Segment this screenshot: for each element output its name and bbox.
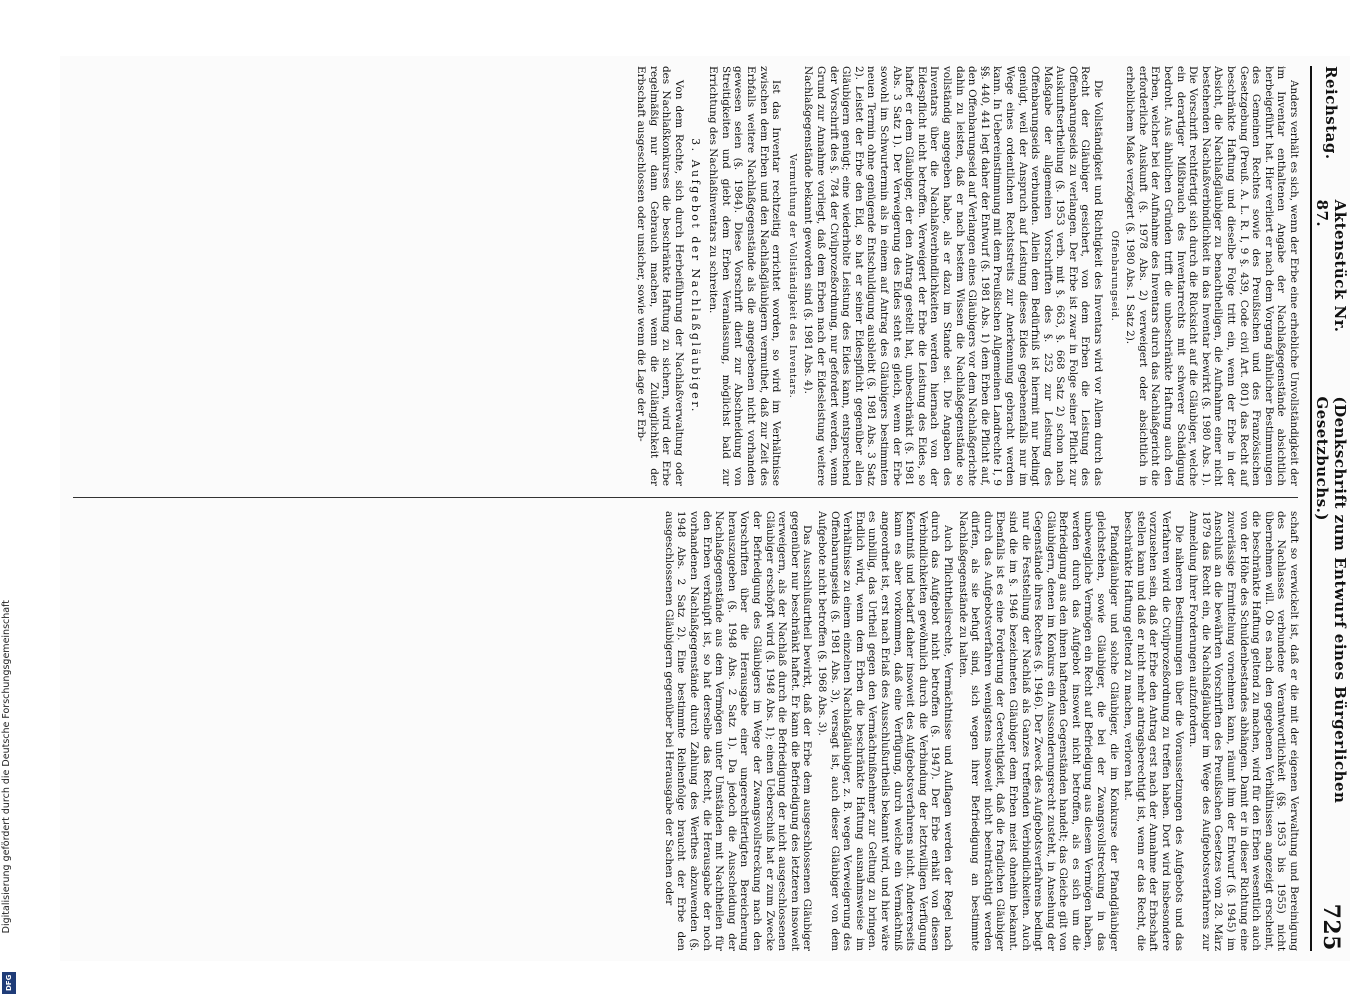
left-column <box>633 66 1300 486</box>
paragraph: Ist das Inventar rechtzeitig errichtet worden, so wird im Verhältnisse zwischen dem Erben und den Nachlaßgläubigern vermuthet, daß zur Zeit des Erbfalls weitere Nachlaßgegenstände als die angegebenen nicht vorhanden gewesen seien (§. 1984). Diese Vorschrift dient zur Abschneidung von Streitigkeiten und giebt dem Erben Veranlassung, möglichst bald zur Errichtung des Nachlaßinventars zu schreiten. <box>707 66 783 486</box>
digitization-credit <box>0 0 18 1000</box>
credit-text: Digitalisierung gefördert durch die Deutsche Forschungsgemeinschaft <box>1 600 12 934</box>
section-heading: 3. Aufgebot der Nachlaßgläubiger. <box>688 138 702 414</box>
right-column <box>660 511 1300 951</box>
paragraph: Auch Pflichttheilsrechte, Vermächtnisse und Auflagen werden der Regel nach durch das Aufgebot nicht betroffen (§. 1947). Der Erbe erhält von diesen Verbindlichkeiten gewöhnlich durch die Verbindung der letztwilligen Verfügung Kenntniß und bedarf daher insoweit des Aufgebotsverfahrens nicht. Andererseits kann es aber vorkommen, daß eine Verfügung, durch welche ein Vermächtniß angeordnet ist, erst nach Erlaß des Ausschlußurtheils bekannt wird, und hier wäre es unbillig, das Urtheil gegen den Vermächtnißnehmer zur Geltung zu bringen. Endlich wird, wenn dem Erben die beschränkte Haftung ausnahmsweise im Verhältnisse zu einem einzelnen Nachlaßgläubiger, z. B. wegen Verweigerung des Offenbarungseids (§. 1981 Abs. 3), versagt ist, auch dieser Gläubiger von dem Aufgebote nicht betroffen (§. 1968 Abs. 3). <box>816 511 954 951</box>
paragraph: Die näheren Bestimmungen über die Voraussetzungen des Aufgebots und das Verfahren wird die Civilprozeßordnung zu treffen haben. Dort wird insbesondere vorzusehen sein, daß der Erbe den Antrag erst nach der Annahme der Erbschaft stellen kann und daß er nicht mehr antragsberechtigt ist, wenn er das Recht, die beschränkte Haftung geltend zu machen, verloren hat. <box>1122 511 1185 951</box>
subheading: Vermuthung der Vollständigkeit des Inventars. <box>786 153 798 399</box>
column-divider <box>73 497 1298 498</box>
page-number: 725 <box>1318 903 1344 951</box>
scanned-page <box>60 56 1350 961</box>
header-center: Aktenstück Nr. 87. <box>1313 199 1349 333</box>
subheading: Offenbarungseid. <box>1108 230 1120 322</box>
page-content <box>60 56 1350 961</box>
header-right: (Denkschrift zum Entwurf eines Bürgerlichen Gesetzbuchs.) <box>1313 396 1349 804</box>
dfg-logo: DFG <box>2 972 16 994</box>
paragraph: Anders verhält es sich, wenn der Erbe eine erhebliche Unvollständigkeit der im Inventar enthaltenen Angabe der Nachlaßgegenstände absichtlich herbeigeführt hat. Hier verliert er nach dem Vorgang ähnlicher Bestimmungen des Gemeinen Rechtes sowie des Preußischen und des Französischen Gesetzgebung (Preuß. A. L. R. I, 9 §. 439, Code civil Art. 801) das Recht auf beschränkte Haftung und dieselbe Folge tritt ein, wenn der Erbe in der Absicht, die Nachlaßgläubiger zu benachtheiligen, die Aufnahme einer nicht bestehenden Nachlaßverbindlichkeit in das Inventar bewirkt (§. 1980 Abs. 1). Die Vorschrift rechtfertigt sich durch die Rücksicht auf die Gläubiger, welche ein derartiger Mißbrauch des Inventarrechts mit schwerer Schädigung bedroht. Aus ähnlichen Gründen trifft die unbeschränkte Haftung auch den Erben, welcher bei der Aufnahme des Inventars durch das Nachlaßgericht die erforderliche Auskunft (§. 1978 Abs. 2) verweigert oder absichtlich in erheblichem Maße verzögert (§. 1980 Abs. 1 Satz 2). <box>1124 66 1300 486</box>
paragraph: Pfandgläubiger und solche Gläubiger, die im Konkurse der Pfandgläubiger gleichstehen, sowie Gläubiger, die bei der Zwangsvollstreckung in das unbewegliche Vermögen ein Recht auf Befriedigung aus diesem Vermögen haben, werden durch das Aufgebot insoweit nicht betroffen, als es sich um die Befriedigung aus den ihnen haftenden Gegenständen handelt; das Gleiche gilt von Gläubigern, denen im Konkurs ein Aussonderungsrecht zusteht, in Ansehung der Gegenstände ihres Rechtes (§. 1946). Der Zweck des Aufgebotsverfahrens bedingt nur die Feststellung der Nachlaß als Ganzes treffenden Verbindlichkeiten. Auch sind die im §. 1946 bezeichneten Gläubiger dem Erben meist ohnehin bekannt. Ebenfalls ist es eine Forderung der Gerechtigkeit, daß die fraglichen Gläubiger durch das Aufgebotsverfahren wenigstens insoweit nicht beeinträchtigt werden dürfen, als sie befugt sind, sich wegen ihrer Befriedigung an bestimmte Nachlaßgegenstände zu halten. <box>956 511 1120 951</box>
paragraph: Von dem Rechte, sich durch Herbeiführung der Nachlaßverwaltung oder des Nachlaßkonkurses die beschränkte Haftung zu sichern, wird der Erbe regelmäßig nur dann Gebrauch machen, wenn die Zulänglichkeit der Erbschaft ausgeschlossen oder unsicher, sowie wenn die Lage der Erb- <box>635 66 686 486</box>
header-left: Reichstag. <box>1322 66 1340 160</box>
page-header <box>1310 66 1350 951</box>
paragraph: Die Vollständigkeit und Richtigkeit des Inventars wird vor Allem durch das Recht der Gläubiger gesichert, von dem Erben die Leistung des Offenbarungseids zu verlangen. Der Erbe ist zwar in Folge seiner Pflicht zur Auskunftsertheilung (§. 1953 verb. mit §. 663, §. 668 Satz 2) schon nach Maßgabe der allgemeinen Vorschriften des §. 252 zur Leistung des Offenbarungseids verbunden. Allein dem Bedürfniß ist hiermit nur bedingt genügt, weil der Anspruch auf Leistung dieses Eides gegebenenfalls nur im Wege eines ordentlichen Rechtsstreits zur Anerkennung gebracht werden kann. In Uebereinstimmung mit dem Preußischen Allgemeinen Landrechte I, 9 §§. 440, 441 legt daher der Entwurf (§. 1981 Abs. 1) dem Erben die Pflicht auf, den Offenbarungseid auf Verlangen eines Gläubigers vor dem Nachlaßgerichte dahin zu leisten, daß er nach bestem Wissen die Nachlaßgegenstände so vollständig angegeben habe, als er dazu im Stande sei. Die Angaben des Inventars über die Nachlaßverbindlichkeiten werden hiernach von der Eidespflicht nicht betroffen. Verweigert der Erbe die Leistung des Eides, so haftet er dem Gläubiger, der den Antrag gestellt hat, unbeschränkt (§. 1981 Abs. 3 Satz 1). Der Verweigerung des Eides steht es gleich, wenn der Erbe sowohl im Schwurtermin als in einem auf Antrag des Gläubigers bestimmten neuen Termin ohne genügende Entschuldigung ausbleibt (§. 1981 Abs. 3 Satz 2). Leistet der Erbe den Eid, so hat er seiner Eidespflicht gegenüber allen Gläubigern genügt; eine wiederholte Leistung des Eides kann, entsprechend der Vorschrift des §. 784 der Civilprozeßordnung, nur gefordert werden, wenn Grund zur Annahme vorliegt, daß dem Erben nach der Eidesleistung weitere Nachlaßgegenstände bekannt geworden sind (§. 1981 Abs. 4). <box>802 66 1105 486</box>
paragraph: schaft so verwickelt ist, daß er die mit der eigenen Verwaltung und Bereinigung des Nachlasses verbundene Verantwortlichkeit (§§. 1953 bis 1955) nicht übernehmen will. Ob es nach den gegebenen Verhältnissen angezeigt erscheint, die beschränkte Haftung geltend zu machen, wird für den Erben wesentlich auch von der Höhe des Schuldenbestandes abhängen. Damit er in dieser Richtung eine zuverlässige Ermittelung vornehmen kann, räumt ihm der Entwurf (§. 1945) im Anschluß an die bewährten Vorschriften des Preußischen Gesetzes vom 28. März 1879 das Recht ein, die Nachlaßgläubiger im Wege des Aufgebotsverfahrens zur Anmeldung ihrer Forderungen aufzufordern. <box>1187 511 1300 951</box>
paragraph: Das Ausschlußurtheil bewirkt, daß der Erbe dem ausgeschlossenen Gläubiger gegenüber nur beschränkt haftet. Er kann die Befriedigung des letzteren insoweit verweigern, als der Nachlaß durch die Befriedigung der nicht ausgeschlossenen Gläubiger erschöpft wird (§. 1948 Abs. 1); einen Ueberschuß hat er zum Zwecke der Befriedigung des Gläubigers im Wege der Zwangsvollstreckung nach den Vorschriften über die Herausgabe einer ungerechtfertigten Bereicherung herauszugeben (§. 1948 Abs. 2 Satz 1). Da jedoch die Ausscheidung der Nachlaßgegenstände aus dem Vermögen unter Umständen mit Nachtheilen für den Erben verknüpft ist, so hat derselbe das Recht, die Herausgabe der noch vorhandenen Nachlaßgegenstände durch Zahlung des Werthes abzuwenden (§. 1948 Abs. 2 Satz 2). Eine bestimmte Reihenfolge braucht der Erbe den ausgeschlossenen Gläubigern gegenüber bei Herausgabe der Sachen oder <box>662 511 814 951</box>
